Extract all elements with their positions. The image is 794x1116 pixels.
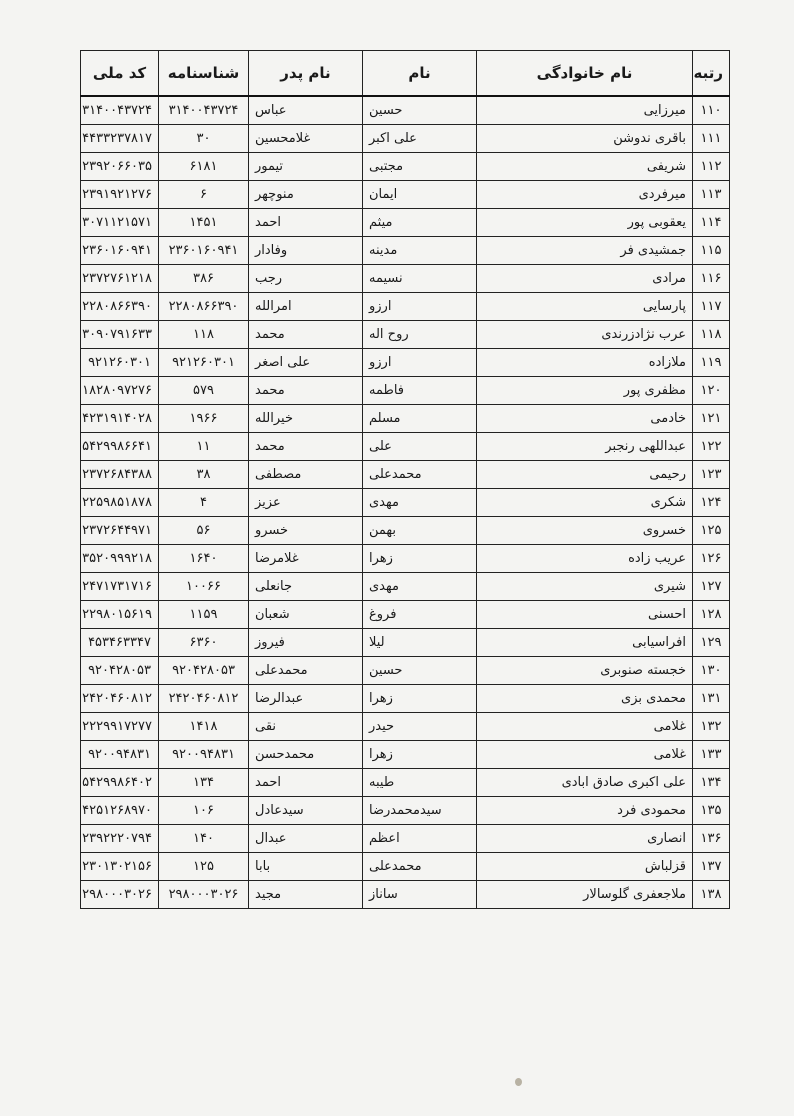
cell-father: محمد (249, 433, 363, 461)
table-row (81, 96, 730, 125)
cell-father: تیمور (249, 153, 363, 181)
cell-family: میرفردی (477, 181, 693, 209)
cell-id: ۶۱۸۱ (159, 153, 249, 181)
cell-father: وفادار (249, 237, 363, 265)
table-row (81, 881, 730, 909)
cell-id: ۱۹۶۶ (159, 405, 249, 433)
cell-id: ۹۲۱۲۶۰۳۰۱ (159, 349, 249, 377)
cell-id: ۱۳۴ (159, 769, 249, 797)
cell-rank: ۱۲۰ (693, 377, 730, 405)
cell-national: ۳۱۴۰۰۴۳۷۲۴ (81, 96, 159, 125)
table-row (81, 685, 730, 713)
cell-family: احسنی (477, 601, 693, 629)
cell-family: انصاری (477, 825, 693, 853)
cell-national: ۴۲۳۱۹۱۴۰۲۸ (81, 405, 159, 433)
table-body (81, 96, 730, 909)
cell-rank: ۱۲۱ (693, 405, 730, 433)
cell-rank: ۱۳۷ (693, 853, 730, 881)
cell-name: زهرا (363, 741, 477, 769)
cell-name: ارزو (363, 349, 477, 377)
cell-rank: ۱۳۳ (693, 741, 730, 769)
cell-family: خادمی (477, 405, 693, 433)
cell-national: ۴۲۵۱۲۶۸۹۷۰ (81, 797, 159, 825)
cell-national: ۲۳۰۱۳۰۲۱۵۶ (81, 853, 159, 881)
table-row (81, 461, 730, 489)
cell-national: ۲۴۷۱۷۳۱۷۱۶ (81, 573, 159, 601)
scan-speck (515, 1078, 522, 1086)
cell-id: ۲۲۸۰۸۶۶۳۹۰ (159, 293, 249, 321)
table-row (81, 377, 730, 405)
cell-family: عریب زاده (477, 545, 693, 573)
table-row (81, 125, 730, 153)
cell-rank: ۱۳۰ (693, 657, 730, 685)
cell-id: ۴ (159, 489, 249, 517)
cell-id: ۳۸ (159, 461, 249, 489)
cell-family: جمشیدی فر (477, 237, 693, 265)
table-row (81, 237, 730, 265)
cell-name: حسین (363, 96, 477, 125)
cell-national: ۲۳۹۲۰۶۶۰۳۵ (81, 153, 159, 181)
cell-id: ۳۰ (159, 125, 249, 153)
cell-id: ۱۰۰۶۶ (159, 573, 249, 601)
cell-family: یعقوبی پور (477, 209, 693, 237)
cell-family: مرادی (477, 265, 693, 293)
cell-rank: ۱۲۴ (693, 489, 730, 517)
cell-national: ۲۲۸۰۸۶۶۳۹۰ (81, 293, 159, 321)
table-row (81, 741, 730, 769)
cell-father: علی اصغر (249, 349, 363, 377)
cell-rank: ۱۲۸ (693, 601, 730, 629)
table-row (81, 573, 730, 601)
cell-family: ملازاده (477, 349, 693, 377)
table-row (81, 153, 730, 181)
cell-father: امرالله (249, 293, 363, 321)
cell-id: ۵۷۹ (159, 377, 249, 405)
cell-father: غلامرضا (249, 545, 363, 573)
cell-father: رجب (249, 265, 363, 293)
table-row (81, 209, 730, 237)
cell-id: ۲۴۲۰۴۶۰۸۱۲ (159, 685, 249, 713)
cell-rank: ۱۳۱ (693, 685, 730, 713)
cell-rank: ۱۲۹ (693, 629, 730, 657)
cell-id: ۱۰۶ (159, 797, 249, 825)
cell-family: علی اکبری صادق ابادی (477, 769, 693, 797)
cell-rank: ۱۱۶ (693, 265, 730, 293)
cell-national: ۲۳۷۲۶۸۴۳۸۸ (81, 461, 159, 489)
cell-father: سیدعادل (249, 797, 363, 825)
cell-name: میثم (363, 209, 477, 237)
cell-id: ۱۱۵۹ (159, 601, 249, 629)
cell-national: ۴۴۳۳۲۳۷۸۱۷ (81, 125, 159, 153)
table-row (81, 629, 730, 657)
cell-father: فیروز (249, 629, 363, 657)
cell-father: جانعلی (249, 573, 363, 601)
cell-national: ۲۳۹۲۲۲۰۷۹۴ (81, 825, 159, 853)
cell-name: سیدمحمدرضا (363, 797, 477, 825)
header-row (81, 51, 730, 97)
table-header (81, 51, 730, 97)
cell-national: ۳۵۲۰۹۹۹۲۱۸ (81, 545, 159, 573)
cell-id: ۳۱۴۰۰۴۳۷۲۴ (159, 96, 249, 125)
cell-name: محمدعلی (363, 853, 477, 881)
cell-id: ۹۲۰۴۲۸۰۵۳ (159, 657, 249, 685)
cell-id: ۶ (159, 181, 249, 209)
cell-rank: ۱۱۴ (693, 209, 730, 237)
cell-father: محمد (249, 321, 363, 349)
cell-national: ۴۵۳۴۶۳۳۴۷ (81, 629, 159, 657)
cell-rank: ۱۳۴ (693, 769, 730, 797)
cell-id: ۱۴۵۱ (159, 209, 249, 237)
cell-id: ۱۲۵ (159, 853, 249, 881)
cell-family: ملاجعفری گلوسالار (477, 881, 693, 909)
table-row (81, 517, 730, 545)
cell-id: ۱۴۱۸ (159, 713, 249, 741)
cell-family: شکری (477, 489, 693, 517)
cell-family: رحیمی (477, 461, 693, 489)
cell-name: روح اله (363, 321, 477, 349)
cell-national: ۲۳۶۰۱۶۰۹۴۱ (81, 237, 159, 265)
cell-family: محمودی فرد (477, 797, 693, 825)
cell-rank: ۱۲۶ (693, 545, 730, 573)
cell-family: قزلباش (477, 853, 693, 881)
cell-id: ۵۶ (159, 517, 249, 545)
cell-national: ۲۹۸۰۰۰۳۰۲۶ (81, 881, 159, 909)
cell-family: محمدی بزی (477, 685, 693, 713)
cell-name: لیلا (363, 629, 477, 657)
cell-national: ۳۰۹۰۷۹۱۶۳۳ (81, 321, 159, 349)
cell-rank: ۱۳۵ (693, 797, 730, 825)
cell-name: فروغ (363, 601, 477, 629)
cell-name: اعظم (363, 825, 477, 853)
cell-national: ۲۴۲۰۴۶۰۸۱۲ (81, 685, 159, 713)
cell-father: نقی (249, 713, 363, 741)
cell-father: محمدعلی (249, 657, 363, 685)
roster-table (80, 50, 730, 909)
cell-family: میرزایی (477, 96, 693, 125)
cell-name: مجتبی (363, 153, 477, 181)
cell-national: ۲۲۲۹۹۱۷۲۷۷ (81, 713, 159, 741)
table-row (81, 853, 730, 881)
cell-name: زهرا (363, 545, 477, 573)
cell-id: ۱۱ (159, 433, 249, 461)
table-row (81, 181, 730, 209)
cell-name: مهدی (363, 573, 477, 601)
table-row (81, 433, 730, 461)
cell-father: بابا (249, 853, 363, 881)
cell-national: ۲۳۷۲۷۶۱۲۱۸ (81, 265, 159, 293)
cell-name: ساناز (363, 881, 477, 909)
cell-father: خسرو (249, 517, 363, 545)
cell-national: ۲۲۵۹۸۵۱۸۷۸ (81, 489, 159, 517)
header-father: نام پدر (249, 51, 363, 97)
cell-id: ۱۶۴۰ (159, 545, 249, 573)
cell-rank: ۱۱۵ (693, 237, 730, 265)
cell-father: احمد (249, 209, 363, 237)
table-row (81, 349, 730, 377)
header-national: کد ملی (81, 51, 159, 97)
cell-father: شعبان (249, 601, 363, 629)
cell-family: غلامی (477, 741, 693, 769)
cell-national: ۳۰۷۱۱۲۱۵۷۱ (81, 209, 159, 237)
cell-rank: ۱۱۹ (693, 349, 730, 377)
cell-id: ۹۲۰۰۹۴۸۳۱ (159, 741, 249, 769)
header-name: نام (363, 51, 477, 97)
cell-national: ۲۳۹۱۹۲۱۲۷۶ (81, 181, 159, 209)
table-row (81, 825, 730, 853)
cell-father: منوچهر (249, 181, 363, 209)
cell-father: مصطفی (249, 461, 363, 489)
cell-rank: ۱۳۸ (693, 881, 730, 909)
cell-name: علی اکبر (363, 125, 477, 153)
table-row (81, 293, 730, 321)
cell-id: ۳۸۶ (159, 265, 249, 293)
cell-father: عبدالرضا (249, 685, 363, 713)
cell-name: علی (363, 433, 477, 461)
cell-name: مهدی (363, 489, 477, 517)
cell-name: بهمن (363, 517, 477, 545)
cell-father: محمدحسن (249, 741, 363, 769)
cell-name: حیدر (363, 713, 477, 741)
cell-name: مدینه (363, 237, 477, 265)
cell-national: ۱۸۲۸۰۹۷۲۷۶ (81, 377, 159, 405)
cell-name: حسین (363, 657, 477, 685)
table-row (81, 489, 730, 517)
cell-name: ارزو (363, 293, 477, 321)
cell-rank: ۱۲۷ (693, 573, 730, 601)
cell-rank: ۱۲۳ (693, 461, 730, 489)
cell-family: مظفری پور (477, 377, 693, 405)
cell-national: ۵۴۲۹۹۸۶۴۰۲ (81, 769, 159, 797)
cell-father: محمد (249, 377, 363, 405)
cell-rank: ۱۳۲ (693, 713, 730, 741)
cell-rank: ۱۳۶ (693, 825, 730, 853)
header-rank: رتبه (693, 51, 730, 97)
cell-rank: ۱۱۷ (693, 293, 730, 321)
table-row (81, 601, 730, 629)
cell-rank: ۱۱۸ (693, 321, 730, 349)
cell-id: ۶۳۶۰ (159, 629, 249, 657)
cell-name: محمدعلی (363, 461, 477, 489)
cell-name: مسلم (363, 405, 477, 433)
table-row (81, 265, 730, 293)
cell-family: پارسایی (477, 293, 693, 321)
cell-rank: ۱۱۳ (693, 181, 730, 209)
cell-name: زهرا (363, 685, 477, 713)
header-family: نام خانوادگی (477, 51, 693, 97)
cell-national: ۹۲۰۰۹۴۸۳۱ (81, 741, 159, 769)
cell-id: ۱۱۸ (159, 321, 249, 349)
cell-name: طیبه (363, 769, 477, 797)
cell-father: غلامحسین (249, 125, 363, 153)
table-row (81, 769, 730, 797)
cell-father: عباس (249, 96, 363, 125)
cell-rank: ۱۲۵ (693, 517, 730, 545)
cell-family: خجسته صنوبری (477, 657, 693, 685)
cell-family: شریفی (477, 153, 693, 181)
cell-family: باقری ندوشن (477, 125, 693, 153)
cell-national: ۵۴۲۹۹۸۶۶۴۱ (81, 433, 159, 461)
cell-family: افراسیابی (477, 629, 693, 657)
cell-father: خیرالله (249, 405, 363, 433)
cell-name: فاطمه (363, 377, 477, 405)
cell-id: ۲۹۸۰۰۰۳۰۲۶ (159, 881, 249, 909)
table-row (81, 713, 730, 741)
cell-national: ۹۲۰۴۲۸۰۵۳ (81, 657, 159, 685)
table-row (81, 321, 730, 349)
cell-family: غلامی (477, 713, 693, 741)
cell-father: عبدال (249, 825, 363, 853)
cell-father: عزیز (249, 489, 363, 517)
cell-national: ۹۲۱۲۶۰۳۰۱ (81, 349, 159, 377)
cell-id: ۱۴۰ (159, 825, 249, 853)
cell-rank: ۱۱۱ (693, 125, 730, 153)
table-row (81, 797, 730, 825)
cell-national: ۲۲۹۸۰۱۵۶۱۹ (81, 601, 159, 629)
cell-rank: ۱۱۰ (693, 96, 730, 125)
table-row (81, 405, 730, 433)
cell-father: مجید (249, 881, 363, 909)
cell-national: ۲۳۷۲۶۴۴۹۷۱ (81, 517, 159, 545)
header-id: شناسنامه (159, 51, 249, 97)
cell-family: عرب نژادزرندی (477, 321, 693, 349)
cell-name: ایمان (363, 181, 477, 209)
cell-id: ۲۳۶۰۱۶۰۹۴۱ (159, 237, 249, 265)
cell-rank: ۱۱۲ (693, 153, 730, 181)
table-row (81, 657, 730, 685)
cell-family: شیری (477, 573, 693, 601)
cell-family: خسروی (477, 517, 693, 545)
table-row (81, 545, 730, 573)
cell-family: عبداللهی رنجبر (477, 433, 693, 461)
cell-father: احمد (249, 769, 363, 797)
cell-rank: ۱۲۲ (693, 433, 730, 461)
cell-name: نسیمه (363, 265, 477, 293)
